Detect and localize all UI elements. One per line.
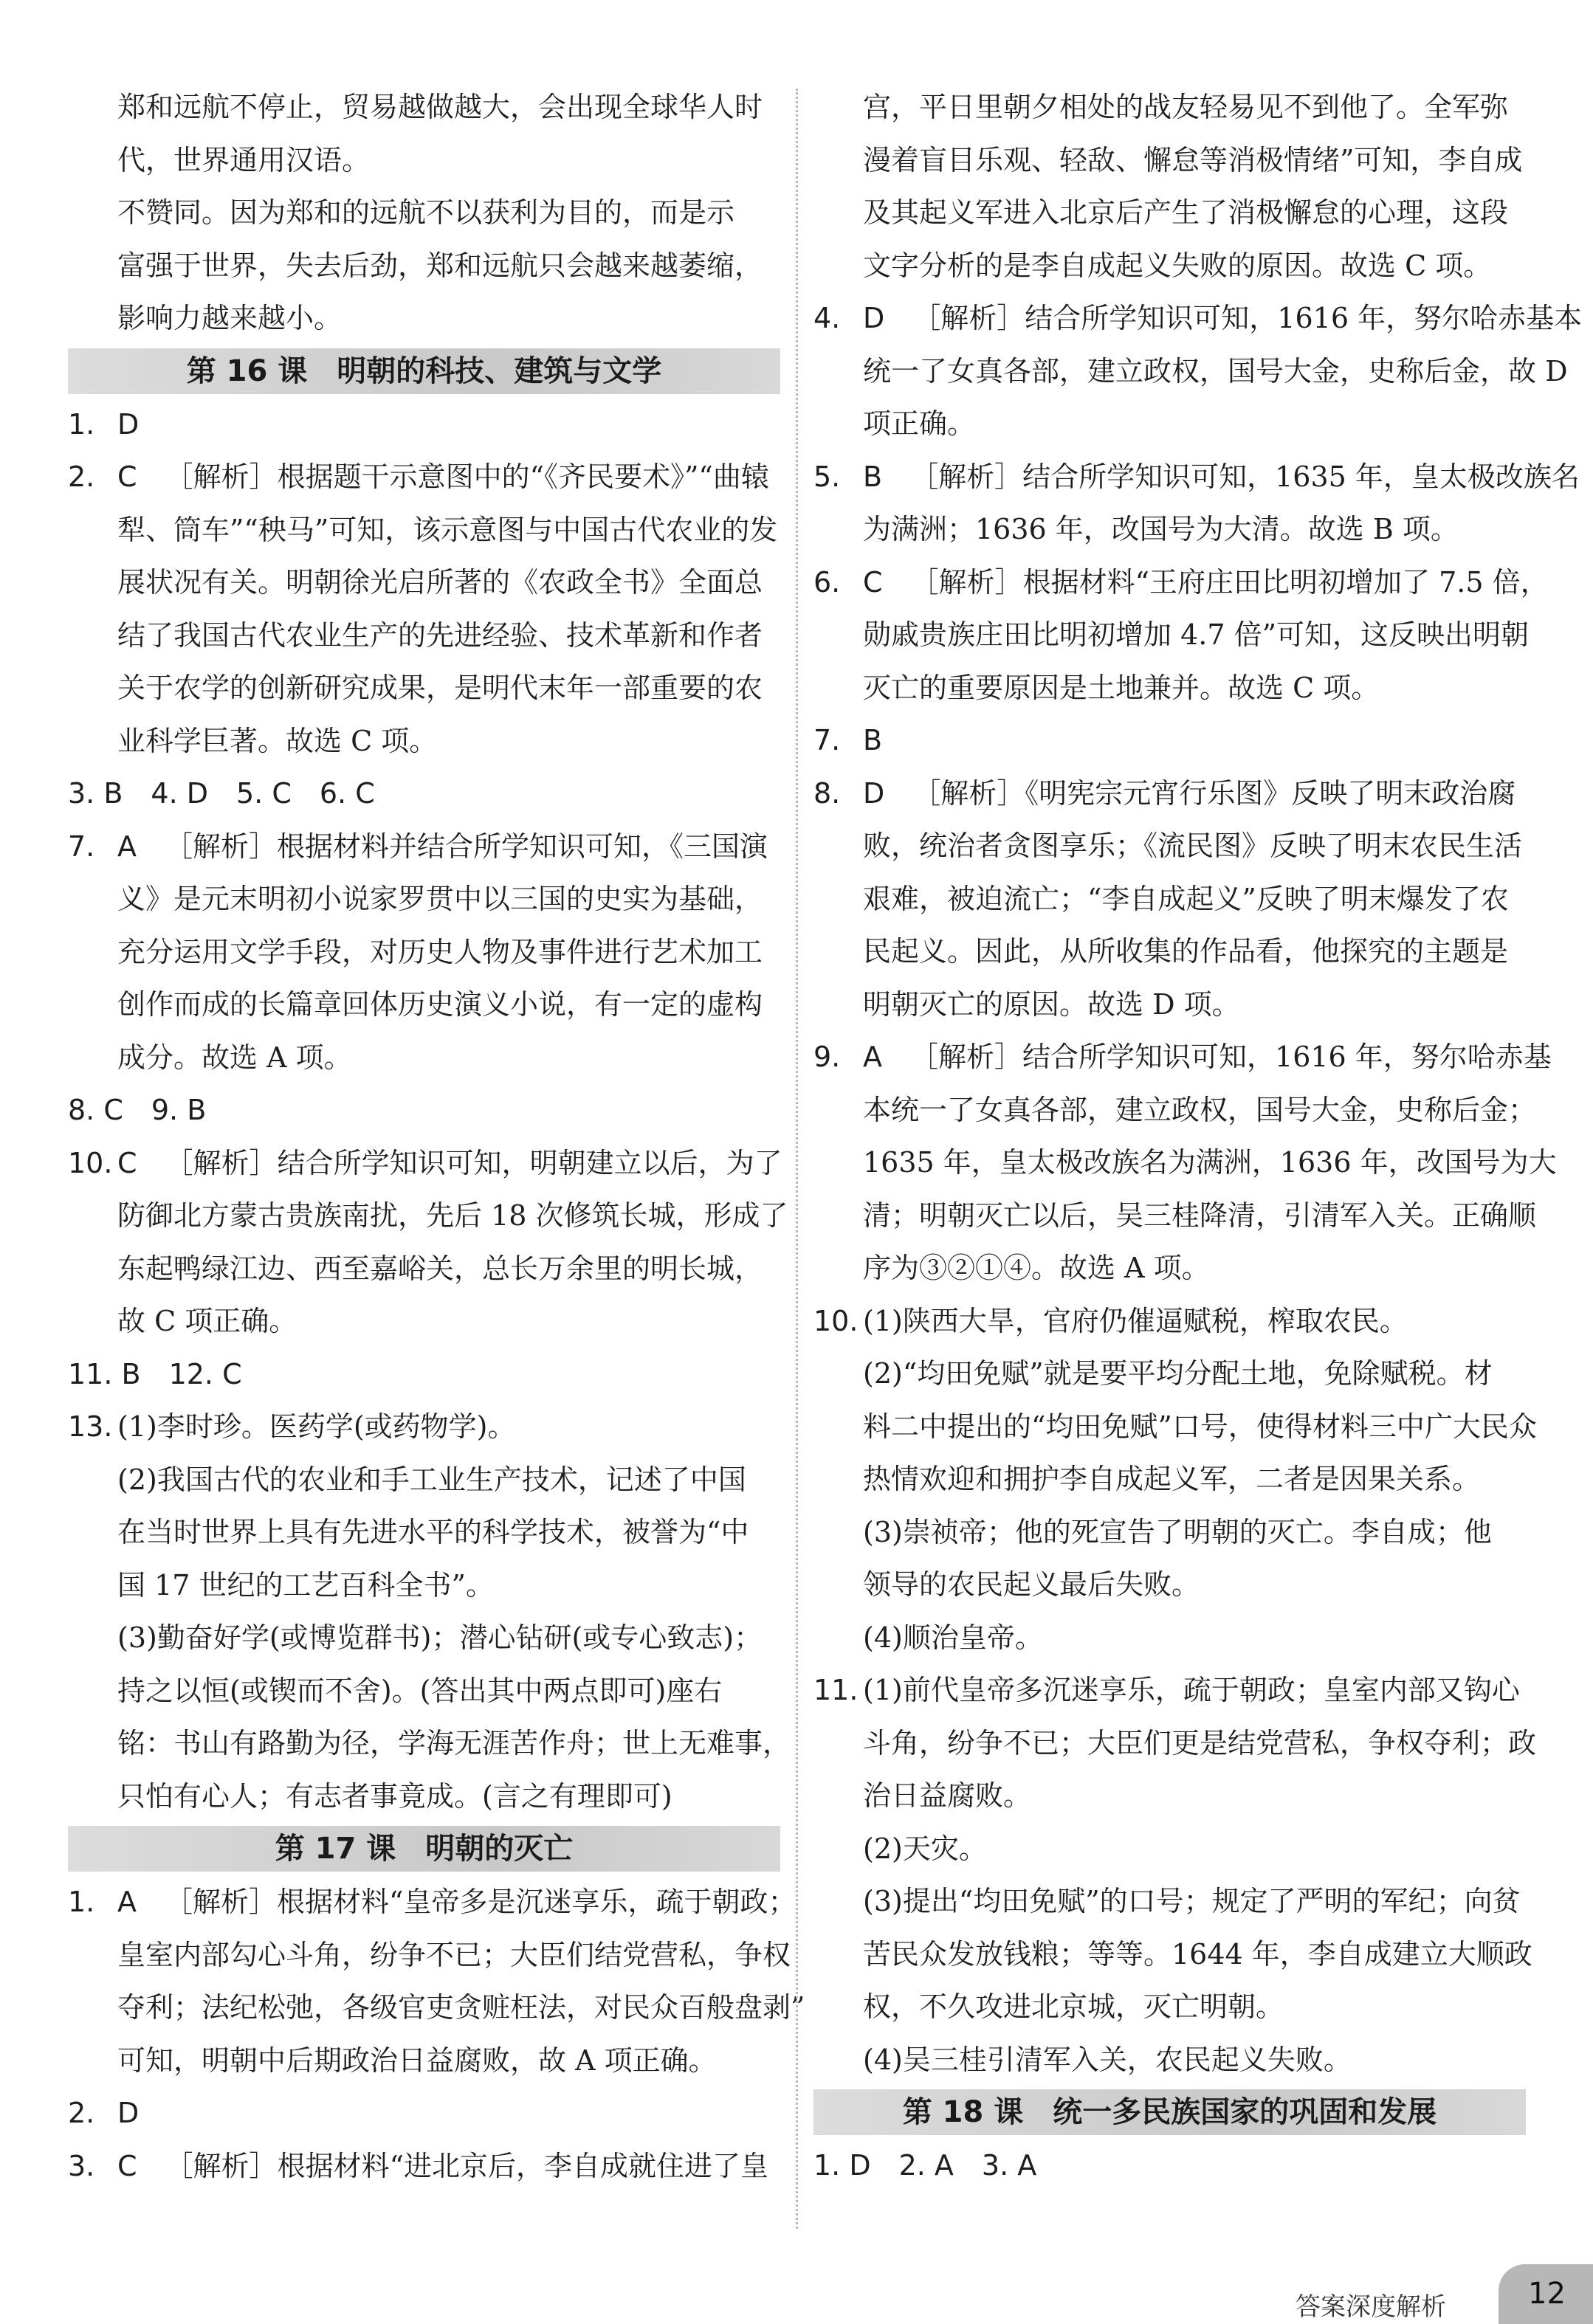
question-number: 9. [813,1041,841,1073]
answer-line: 1. D 2. A 3. A [813,2149,1037,2182]
answer-text: (1)陕西大旱，官府仍催逼赋税，榨取农民。 [863,1304,1408,1337]
answer-line: 领导的农民起义最后失败。 [863,1568,1200,1601]
answer-text: 《明宪宗元宵行乐图》反映了明末政治腐 [1025,776,1516,810]
answer-line: 本统一了女真各部，建立政权，国号大金，史称后金； [863,1093,1537,1126]
answer-line: 为满洲；1636 年，改国号为大清。故选 B 项。 [863,513,1459,545]
answer-line: 犁、筒车”“秧马”可知，该示意图与中国古代农业的发 [117,513,778,546]
answer-line: 可知，明朝中后期政治日益腐败，故 A 项正确。 [117,2044,717,2077]
answer-line: 夺利；法纪松弛，各级官吏贪赃枉法，对民众百般盘剥” [117,1991,805,2024]
answer-text: 根据材料并结合所学知识可知，《三国演 [277,830,768,863]
answer-line: 苦民众发放钱粮；等等。1644 年，李自成建立大顺政 [863,1937,1532,1970]
answer-item [68,1876,796,1929]
answer-line: 序为③②①④。故选 A 项。 [863,1252,1210,1284]
question-number: 7. [813,724,841,756]
analysis-tag: ［解析］ [165,1146,278,1179]
answer-choice: C [863,565,883,599]
answer-line: 铭：书山有路勤为径，学海无涯苦作舟；世上无难事， [117,1727,791,1759]
answer-line: 8. C 9. B [68,1094,207,1126]
answer-line: 国 17 世纪的工艺百科全书”。 [117,1568,494,1601]
answer-item [68,451,780,504]
section-heading: 第 17 课 明朝的灭亡 [68,1826,780,1872]
answer-line: (2)我国古代的农业和手工业生产技术，记述了中国 [117,1463,746,1496]
question-number: 10. [68,1146,113,1179]
column-divider [796,89,798,2229]
answer-line: 11. B 12. C [68,1357,242,1390]
analysis-tag: ［解析］ [165,461,278,493]
answer-item [68,1401,780,1454]
answer-line: 郑和远航不停止，贸易越做越大，会出现全球华人时 [117,91,763,123]
answer-line: 明朝灭亡的原因。故选 D 项。 [863,987,1240,1021]
analysis-tag: ［解析］ [165,830,278,863]
answer-item [813,768,1526,821]
analysis-tag: ［解析］ [912,302,1025,334]
answer-text: 结合所学知识可知，明朝建立以后，为了 [277,1146,782,1179]
answer-text: 结合所学知识可知，1616 年，努尔哈赤基 [1022,1041,1552,1073]
question-number: 10. [813,1304,859,1337]
answer-line: (2)天灾。 [863,1832,987,1865]
answer-line: (4)顺治皇帝。 [863,1621,1043,1654]
answer-line: 勋戚贵族庄田比明初增加 4.7 倍”可知，这反映出明朝 [863,618,1530,651]
answer-line: 结了我国古代农业生产的先进经验、技术革新和作者 [117,618,763,652]
section-heading: 第 18 课 统一多民族国家的巩固和发展 [813,2089,1526,2135]
answer-item [68,399,780,452]
left-column [68,81,805,2193]
answer-choice: C [117,461,137,493]
analysis-tag: ［解析］ [910,565,1023,599]
analysis-tag: ［解析］ [910,1041,1023,1073]
question-number: 1. [68,407,95,441]
answer-line: 3. B 4. D 5. C 6. C [68,777,375,810]
answer-line: 义》是元末明初小说家罗贯中以三国的史实为基础， [117,883,763,915]
question-number: 2. [68,2097,95,2129]
answer-line: 料二中提出的“均田免赋”口号，使得材料三中广大民众 [863,1410,1537,1443]
answer-item [68,2087,780,2140]
answer-line: 权，不久攻进北京城，灭亡明朝。 [863,1990,1284,2023]
answer-text: (1)前代皇帝多沉迷享乐，疏于朝政；皇室内部又钩心 [863,1674,1520,1706]
answer-line: 及其起义军进入北京后产生了消极懈怠的心理，这段 [863,196,1509,229]
analysis-tag: ［解析］ [165,1886,278,1918]
answer-line: 不赞同。因为郑和的远航不以获利为目的，而是示 [117,196,735,229]
question-number: 3. [68,2149,95,2182]
answer-line: 皇室内部勾心斗角，纷争不已；大臣们结党营私，争权 [117,1938,791,1971]
answer-line: 宫，平日里朝夕相处的战友轻易见不到他了。全军弥 [863,91,1509,123]
answer-item [813,451,1580,504]
section-heading: 第 16 课 明朝的科技、建筑与文学 [68,348,780,394]
answer-text: 根据材料“皇帝多是沉迷享乐，疏于朝政； [277,1886,796,1918]
answer-line: 充分运用文学手段，对历史人物及事件进行艺术加工 [117,935,763,968]
answer-item [813,292,1583,345]
answer-item [813,1031,1552,1084]
answer-line: 业科学巨著。故选 C 项。 [117,724,438,757]
analysis-tag: ［解析］ [912,776,1025,810]
answer-text: 根据题干示意图中的“《齐民要术》”“曲辕 [277,461,769,493]
answer-line: 关于农学的创新研究成果，是明代末年一部重要的农 [117,672,763,704]
answer-item [68,2140,780,2193]
answer-line: 创作而成的长篇章回体历史演义小说，有一定的虚构 [117,988,763,1021]
answer-line: 文字分析的是李自成起义失败的原因。故选 C 项。 [863,249,1492,282]
question-number: 8. [813,776,841,810]
question-number: 6. [813,565,841,599]
answer-line: 持之以恒(或锲而不舍)。(答出其中两点即可)座右 [117,1674,723,1707]
answer-line: 艰难，被迫流亡；“李自成起义”反映了明末爆发了农 [863,882,1509,915]
answer-item [813,556,1549,610]
answer-choice: C [117,2149,137,2182]
answer-line: 在当时世界上具有先进水平的科学技术，被誉为“中 [117,1516,749,1548]
question-number: 4. [813,302,841,334]
answer-line: (3)勤奋好学(或博览群书)；潜心钻研(或专心致志)； [117,1621,763,1654]
answer-line: (4)吴三桂引清军入关，农民起义失败。 [863,2043,1352,2076]
answer-line: 斗角，纷争不已；大臣们更是结党营私，争权夺利；政 [863,1726,1537,1759]
answer-choice: D [117,2097,140,2129]
question-number: 11. [813,1674,859,1706]
answer-line: 东起鸭绿江边、西至嘉峪关，总长万余里的明长城， [117,1252,763,1285]
answer-choice: B [863,724,883,756]
answer-line: (3)提出“均田免赋”的口号；规定了严明的军纪；向贫 [863,1885,1521,1917]
answer-line: 清；明朝灭亡以后，吴三桂降清，引清军入关。正确顺 [863,1199,1537,1232]
question-number: 5. [813,460,841,493]
answer-line: (3)崇祯帝；他的死宣告了明朝的灭亡。李自成；他 [863,1515,1492,1548]
answer-line: 治日益腐败。 [863,1779,1032,1812]
answer-line: 民起义。因此，从所收集的作品看，他探究的主题是 [863,935,1509,968]
answer-item [813,1295,1526,1348]
answer-line: 防御北方蒙古贵族南扰，先后 18 次修筑长城，形成了 [117,1199,788,1232]
answer-item [813,1664,1526,1717]
answer-line: 漫着盲目乐观、轻敌、懈怠等消极情绪”可知，李自成 [863,143,1523,176]
question-number: 2. [68,461,95,493]
answer-text: 结合所学知识可知，1616 年，努尔哈赤基本 [1025,302,1583,334]
answer-item [68,821,780,874]
answer-line: 成分。故选 A 项。 [117,1041,352,1074]
right-column [813,81,1583,2193]
answer-line: 灭亡的重要原因是土地兼并。故选 C 项。 [863,671,1380,704]
answer-choice: D [863,302,885,334]
answer-choice: A [863,1041,882,1073]
answer-line: 统一了女真各部，建立政权，国号大金，史称后金，故 D [863,354,1568,387]
answer-line: 热情欢迎和拥护李自成起义军，二者是因果关系。 [863,1463,1481,1495]
answer-choice: C [117,1146,137,1179]
answer-choice: D [117,407,140,441]
analysis-tag: ［解析］ [165,2149,278,2182]
answer-text: (1)李时珍。医药学(或药物学)。 [117,1410,516,1443]
answer-line: 只怕有心人；有志者事竟成。(言之有理即可) [117,1779,672,1813]
answer-line: 富强于世界，失去后劲，郑和远航只会越来越萎缩， [117,249,763,282]
answer-choice: A [117,1886,137,1918]
footer-label: 答案深度解析 [1296,2292,1446,2322]
answer-text: 结合所学知识可知，1635 年，皇太极改族名 [1022,460,1580,493]
answer-choice: B [863,460,883,493]
answer-line: 败，统治者贪图享乐；《流民图》反映了明末农民生活 [863,830,1523,862]
analysis-tag: ［解析］ [910,460,1023,493]
question-number: 1. [68,1886,95,1918]
answer-line: 1635 年，皇太极改族名为满洲，1636 年，改国号为大 [863,1146,1557,1179]
answer-line: 项正确。 [863,407,976,440]
page-number: 12 [1499,2264,1593,2324]
question-number: 13. [68,1410,113,1443]
answer-line: 展状况有关。明朝徐光启所著的《农政全书》全面总 [117,566,763,599]
answer-line: (2)“均田免赋”就是要平均分配土地，免除赋税。材 [863,1357,1493,1390]
answer-line: 故 C 项正确。 [117,1305,297,1337]
answer-line: 影响力越来越小。 [117,302,343,334]
question-number: 7. [68,830,95,863]
answer-line: 代，世界通用汉语。 [117,143,371,176]
answer-text: 根据材料“王府庄田比明初增加了 7.5 倍， [1022,565,1549,599]
answer-choice: D [863,776,885,810]
answer-item [813,714,1526,768]
answer-choice: A [117,830,137,863]
answer-text: 根据材料“进北京后，李自成就住进了皇 [277,2149,768,2182]
answer-item [68,1137,780,1190]
